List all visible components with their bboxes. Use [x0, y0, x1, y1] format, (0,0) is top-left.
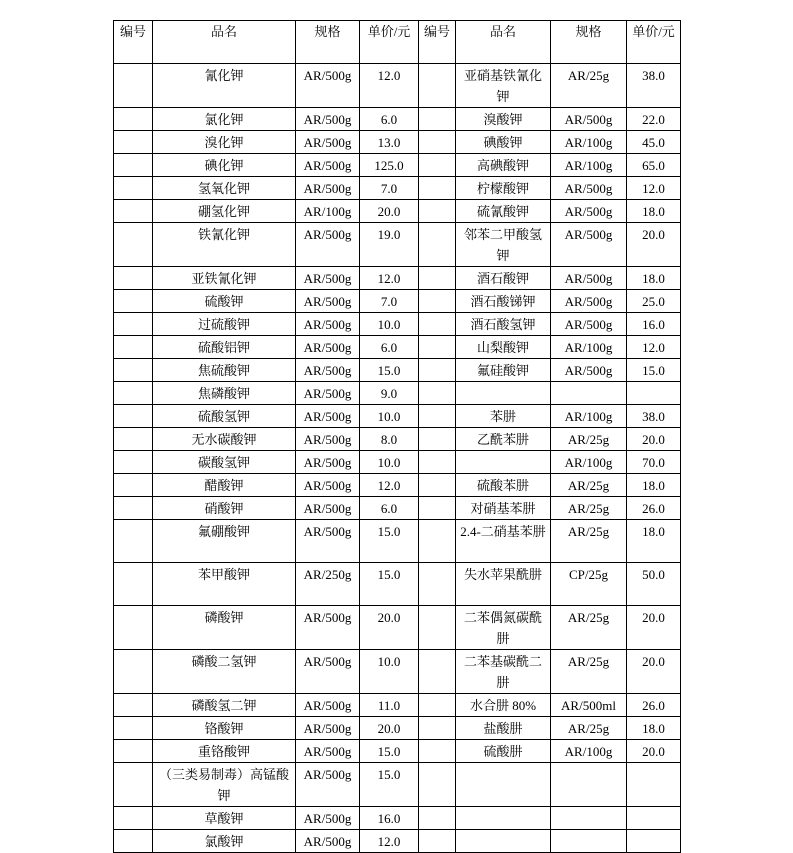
product-name-cell: 溴化钾	[153, 131, 296, 154]
product-name-cell: 硫氰酸钾	[456, 200, 551, 223]
product-name-cell: 溴酸钾	[456, 108, 551, 131]
product-name-cell: 氟硅酸钾	[456, 359, 551, 382]
product-name-cell: 乙酰苯肼	[456, 428, 551, 451]
product-name-cell: 硫酸钾	[153, 290, 296, 313]
table-row	[114, 830, 681, 853]
product-name-cell: 酒石酸锑钾	[456, 290, 551, 313]
table-row	[114, 763, 681, 807]
product-name-cell: 亚铁氰化钾	[153, 267, 296, 290]
spec-cell: AR/500g	[551, 359, 627, 382]
spec-cell: AR/500g	[296, 428, 360, 451]
product-name-cell: 山梨酸钾	[456, 336, 551, 359]
spec-cell	[551, 830, 627, 853]
price-cell: 20.0	[360, 200, 419, 223]
price-cell: 15.0	[627, 359, 681, 382]
spec-cell: AR/500g	[296, 64, 360, 108]
product-name-cell: 盐酸肼	[456, 717, 551, 740]
product-name-cell: 磷酸二氢钾	[153, 650, 296, 694]
number-cell	[114, 359, 153, 382]
number-cell	[114, 497, 153, 520]
price-cell: 9.0	[360, 382, 419, 405]
number-cell	[114, 313, 153, 336]
table-row	[114, 267, 681, 290]
product-name-cell: 苯甲酸钾	[153, 563, 296, 606]
table-row	[114, 313, 681, 336]
price-cell: 20.0	[627, 223, 681, 267]
spec-cell: AR/100g	[551, 154, 627, 177]
product-name-cell: 铁氰化钾	[153, 223, 296, 267]
spec-cell: AR/500g	[296, 474, 360, 497]
spec-cell: AR/500g	[296, 223, 360, 267]
price-cell: 22.0	[627, 108, 681, 131]
number-cell	[114, 740, 153, 763]
price-cell: 38.0	[627, 64, 681, 108]
price-cell: 16.0	[360, 807, 419, 830]
product-name-cell	[456, 451, 551, 474]
number-cell	[114, 717, 153, 740]
table-body	[114, 64, 681, 853]
product-name-cell: 氯酸钾	[153, 830, 296, 853]
price-cell: 18.0	[627, 267, 681, 290]
price-cell: 7.0	[360, 177, 419, 200]
price-cell	[627, 830, 681, 853]
spec-cell: AR/25g	[551, 606, 627, 650]
spec-cell: AR/500g	[296, 763, 360, 807]
product-name-cell: 对硝基苯肼	[456, 497, 551, 520]
number-cell	[419, 336, 456, 359]
product-name-cell: 焦磷酸钾	[153, 382, 296, 405]
number-cell	[419, 763, 456, 807]
price-cell: 12.0	[360, 64, 419, 108]
spec-cell: AR/500g	[296, 382, 360, 405]
spec-cell: AR/500g	[296, 267, 360, 290]
number-cell	[419, 267, 456, 290]
product-name-cell	[456, 382, 551, 405]
number-cell	[114, 650, 153, 694]
header-spec: 规格	[296, 21, 360, 64]
price-table	[113, 20, 681, 853]
price-cell: 8.0	[360, 428, 419, 451]
spec-cell: CP/25g	[551, 563, 627, 606]
spec-cell: AR/100g	[551, 336, 627, 359]
spec-cell: AR/500g	[551, 200, 627, 223]
table-row	[114, 382, 681, 405]
price-cell: 7.0	[360, 290, 419, 313]
table-row	[114, 336, 681, 359]
product-name-cell: 邻苯二甲酸氢钾	[456, 223, 551, 267]
number-cell	[419, 154, 456, 177]
table-row	[114, 108, 681, 131]
product-name-cell: 硫酸铝钾	[153, 336, 296, 359]
price-cell	[627, 382, 681, 405]
product-name-cell: 高碘酸钾	[456, 154, 551, 177]
product-name-cell: 氰化钾	[153, 64, 296, 108]
spec-cell: AR/250g	[296, 563, 360, 606]
spec-cell: AR/25g	[551, 520, 627, 563]
spec-cell: AR/500g	[551, 108, 627, 131]
number-cell	[114, 131, 153, 154]
spec-cell: AR/500g	[296, 717, 360, 740]
header-unit-price: 单价/元	[627, 21, 681, 64]
number-cell	[114, 763, 153, 807]
spec-cell: AR/500g	[296, 740, 360, 763]
spec-cell: AR/500g	[296, 313, 360, 336]
number-cell	[419, 451, 456, 474]
price-cell: 13.0	[360, 131, 419, 154]
spec-cell	[551, 382, 627, 405]
price-cell: 10.0	[360, 650, 419, 694]
number-cell	[419, 382, 456, 405]
number-cell	[419, 606, 456, 650]
number-cell	[114, 200, 153, 223]
price-cell: 18.0	[627, 717, 681, 740]
number-cell	[419, 520, 456, 563]
number-cell	[419, 694, 456, 717]
price-cell: 26.0	[627, 497, 681, 520]
price-cell: 18.0	[627, 520, 681, 563]
product-name-cell: 磷酸氢二钾	[153, 694, 296, 717]
number-cell	[114, 267, 153, 290]
product-name-cell: 酒石酸氢钾	[456, 313, 551, 336]
price-cell: 12.0	[360, 474, 419, 497]
table-row	[114, 520, 681, 563]
number-cell	[419, 223, 456, 267]
price-cell: 65.0	[627, 154, 681, 177]
price-cell: 15.0	[360, 763, 419, 807]
number-cell	[114, 108, 153, 131]
header-number: 编号	[114, 21, 153, 64]
header-product-name: 品名	[456, 21, 551, 64]
product-name-cell: 柠檬酸钾	[456, 177, 551, 200]
number-cell	[419, 807, 456, 830]
number-cell	[419, 200, 456, 223]
table-row	[114, 717, 681, 740]
header-row	[114, 21, 681, 64]
number-cell	[419, 313, 456, 336]
number-cell	[114, 830, 153, 853]
number-cell	[114, 807, 153, 830]
price-cell: 12.0	[627, 336, 681, 359]
product-name-cell: 碘酸钾	[456, 131, 551, 154]
product-name-cell	[456, 763, 551, 807]
spec-cell: AR/500g	[296, 177, 360, 200]
price-cell: 10.0	[360, 313, 419, 336]
table-row	[114, 451, 681, 474]
product-name-cell: 碘化钾	[153, 154, 296, 177]
number-cell	[419, 359, 456, 382]
table-row	[114, 177, 681, 200]
price-cell: 12.0	[360, 267, 419, 290]
product-name-cell: 草酸钾	[153, 807, 296, 830]
product-name-cell: 硫酸苯肼	[456, 474, 551, 497]
number-cell	[419, 740, 456, 763]
table-row	[114, 428, 681, 451]
product-name-cell: 硝酸钾	[153, 497, 296, 520]
price-cell: 18.0	[627, 474, 681, 497]
price-cell: 125.0	[360, 154, 419, 177]
number-cell	[114, 336, 153, 359]
header-number: 编号	[419, 21, 456, 64]
table-row	[114, 740, 681, 763]
spec-cell: AR/500g	[296, 451, 360, 474]
spec-cell: AR/500g	[551, 267, 627, 290]
spec-cell: AR/100g	[551, 131, 627, 154]
price-cell: 25.0	[627, 290, 681, 313]
spec-cell: AR/500g	[551, 223, 627, 267]
price-cell: 16.0	[627, 313, 681, 336]
product-name-cell	[456, 807, 551, 830]
number-cell	[419, 177, 456, 200]
price-cell: 70.0	[627, 451, 681, 474]
spec-cell: AR/25g	[551, 650, 627, 694]
spec-cell: AR/25g	[551, 428, 627, 451]
number-cell	[114, 223, 153, 267]
price-cell: 20.0	[627, 606, 681, 650]
price-cell: 12.0	[360, 830, 419, 853]
number-cell	[114, 606, 153, 650]
product-name-cell: 2.4-二硝基苯肼	[456, 520, 551, 563]
table-row	[114, 474, 681, 497]
spec-cell: AR/500g	[296, 606, 360, 650]
price-cell: 6.0	[360, 108, 419, 131]
spec-cell: AR/500g	[296, 650, 360, 694]
table-row	[114, 650, 681, 694]
price-cell: 20.0	[627, 650, 681, 694]
header-unit-price: 单价/元	[360, 21, 419, 64]
table-row	[114, 290, 681, 313]
spec-cell: AR/500g	[296, 830, 360, 853]
number-cell	[419, 108, 456, 131]
price-cell: 26.0	[627, 694, 681, 717]
price-cell: 20.0	[627, 740, 681, 763]
spec-cell: AR/100g	[296, 200, 360, 223]
spec-cell: AR/500g	[296, 359, 360, 382]
header-spec: 规格	[551, 21, 627, 64]
price-cell: 45.0	[627, 131, 681, 154]
number-cell	[419, 830, 456, 853]
spec-cell: AR/25g	[551, 474, 627, 497]
product-name-cell: 碳酸氢钾	[153, 451, 296, 474]
product-name-cell: 酒石酸钾	[456, 267, 551, 290]
product-name-cell: 氢氧化钾	[153, 177, 296, 200]
product-name-cell: 二苯基碳酰二肼	[456, 650, 551, 694]
product-name-cell: 过硫酸钾	[153, 313, 296, 336]
price-cell: 50.0	[627, 563, 681, 606]
table-row	[114, 131, 681, 154]
price-cell: 15.0	[360, 359, 419, 382]
spec-cell: AR/100g	[551, 740, 627, 763]
number-cell	[114, 563, 153, 606]
number-cell	[419, 64, 456, 108]
product-name-cell: 硫酸氢钾	[153, 405, 296, 428]
spec-cell: AR/25g	[551, 497, 627, 520]
table-row	[114, 563, 681, 606]
number-cell	[114, 520, 153, 563]
table-row	[114, 154, 681, 177]
number-cell	[114, 474, 153, 497]
spec-cell: AR/500g	[296, 807, 360, 830]
price-cell	[627, 763, 681, 807]
product-name-cell: 失水苹果酰肼	[456, 563, 551, 606]
spec-cell: AR/500g	[296, 694, 360, 717]
number-cell	[114, 694, 153, 717]
product-name-cell: 硼氢化钾	[153, 200, 296, 223]
number-cell	[114, 382, 153, 405]
price-cell: 20.0	[360, 606, 419, 650]
spec-cell: AR/500g	[551, 290, 627, 313]
table-row	[114, 405, 681, 428]
product-name-cell: 焦硫酸钾	[153, 359, 296, 382]
price-cell: 15.0	[360, 520, 419, 563]
number-cell	[114, 428, 153, 451]
product-name-cell: 亚硝基铁氰化钾	[456, 64, 551, 108]
table-row	[114, 606, 681, 650]
price-cell: 38.0	[627, 405, 681, 428]
product-name-cell: 磷酸钾	[153, 606, 296, 650]
price-cell: 11.0	[360, 694, 419, 717]
spec-cell: AR/500g	[296, 290, 360, 313]
spec-cell: AR/500ml	[551, 694, 627, 717]
spec-cell: AR/500g	[296, 405, 360, 428]
spec-cell	[551, 807, 627, 830]
product-name-cell	[456, 830, 551, 853]
price-cell: 20.0	[627, 428, 681, 451]
spec-cell: AR/500g	[296, 108, 360, 131]
spec-cell: AR/500g	[551, 313, 627, 336]
number-cell	[419, 563, 456, 606]
price-cell: 15.0	[360, 740, 419, 763]
number-cell	[419, 717, 456, 740]
product-name-cell: 硫酸肼	[456, 740, 551, 763]
number-cell	[114, 290, 153, 313]
price-cell	[627, 807, 681, 830]
product-name-cell: 铬酸钾	[153, 717, 296, 740]
number-cell	[114, 451, 153, 474]
number-cell	[419, 650, 456, 694]
spec-cell: AR/500g	[296, 131, 360, 154]
number-cell	[419, 497, 456, 520]
product-name-cell: 二苯偶氮碳酰肼	[456, 606, 551, 650]
product-name-cell: 重铬酸钾	[153, 740, 296, 763]
table-row	[114, 200, 681, 223]
number-cell	[114, 405, 153, 428]
number-cell	[114, 177, 153, 200]
spec-cell: AR/500g	[296, 154, 360, 177]
number-cell	[114, 64, 153, 108]
number-cell	[419, 131, 456, 154]
table-row	[114, 64, 681, 108]
spec-cell: AR/500g	[296, 497, 360, 520]
product-name-cell: 醋酸钾	[153, 474, 296, 497]
product-name-cell: （三类易制毒）高锰酸钾	[153, 763, 296, 807]
price-cell: 15.0	[360, 563, 419, 606]
product-name-cell: 无水碳酸钾	[153, 428, 296, 451]
number-cell	[419, 428, 456, 451]
spec-cell: AR/100g	[551, 451, 627, 474]
spec-cell: AR/100g	[551, 405, 627, 428]
product-name-cell: 水合肼 80%	[456, 694, 551, 717]
number-cell	[114, 154, 153, 177]
spec-cell: AR/25g	[551, 717, 627, 740]
product-name-cell: 苯肼	[456, 405, 551, 428]
spec-cell: AR/500g	[551, 177, 627, 200]
table-row	[114, 223, 681, 267]
spec-cell: AR/25g	[551, 64, 627, 108]
price-cell: 12.0	[627, 177, 681, 200]
table-row	[114, 807, 681, 830]
table-row	[114, 694, 681, 717]
table-row	[114, 497, 681, 520]
table-row	[114, 359, 681, 382]
price-cell: 18.0	[627, 200, 681, 223]
price-cell: 10.0	[360, 451, 419, 474]
spec-cell	[551, 763, 627, 807]
price-cell: 20.0	[360, 717, 419, 740]
number-cell	[419, 474, 456, 497]
number-cell	[419, 290, 456, 313]
product-name-cell: 氯化钾	[153, 108, 296, 131]
price-cell: 6.0	[360, 336, 419, 359]
spec-cell: AR/500g	[296, 336, 360, 359]
price-cell: 19.0	[360, 223, 419, 267]
number-cell	[419, 405, 456, 428]
price-cell: 6.0	[360, 497, 419, 520]
product-name-cell: 氟硼酸钾	[153, 520, 296, 563]
price-cell: 10.0	[360, 405, 419, 428]
spec-cell: AR/500g	[296, 520, 360, 563]
header-product-name: 品名	[153, 21, 296, 64]
